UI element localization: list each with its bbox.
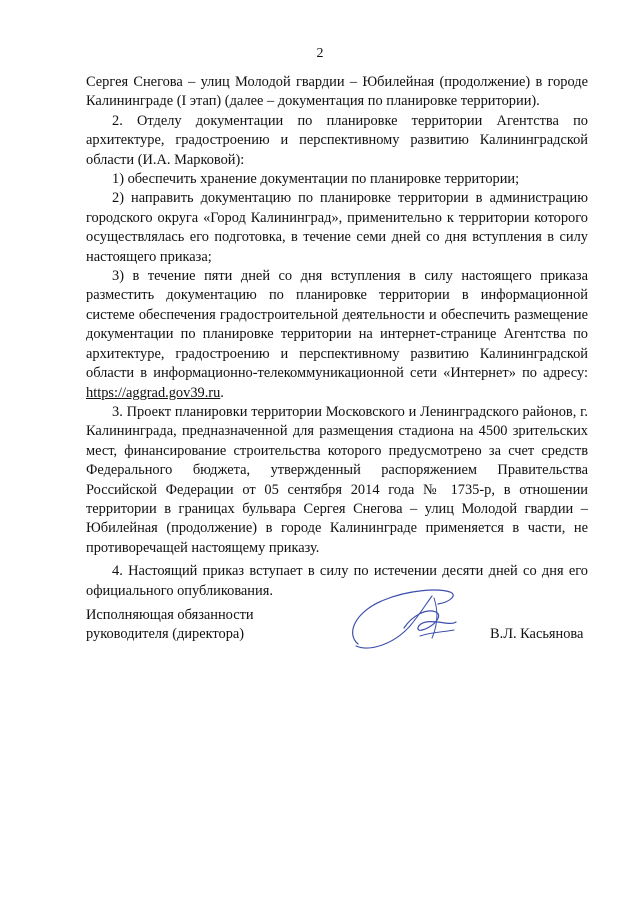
subitem-2-3 <box>86 267 588 403</box>
handwritten-signature <box>346 586 476 656</box>
paragraph-continuation: Сергея Снегова – улиц Молодой гвардии – Юбилейная (продолжение) в городе Калининграде (I этап) (далее – документация по планировке территории). <box>86 74 588 110</box>
signatory-position <box>86 606 254 645</box>
agency-website-link[interactable]: https://aggrad.gov39.ru <box>86 384 221 401</box>
signatory-position-line-2: руководителя (директора) <box>86 626 245 643</box>
paragraph-item-3: 3. Проект планировки территории Московского и Ленинградского районов, г. Калининграда, предназначенной для размещения стадиона на 4500 зрительских мест, финансирование строительства которого предусмотрено за счет средств Федерального бюджета, утвержденный распоряжением Правительства Российской Федерации от 05 сентября 2014 года № 1735-р, в отношении территории в границах бульвара Сергея Снегова – улиц Молодой гвардии – Юбилейная (продолжение) в городе Калининграде применяется в части, не противоречащей настоящему приказу. <box>86 403 588 556</box>
paragraph-item-2: 2. Отделу документации по планировке территории Агентства по архитектуре, градостроению и перспективному развитию Калининградской области (И.А. Марковой): <box>86 112 588 168</box>
paragraph-item-4: 4. Настоящий приказ вступает в силу по истечении десяти дней со дня его официального опубликования. <box>86 563 588 599</box>
subitem-2-3-end: . <box>220 384 224 401</box>
document-body <box>86 73 588 601</box>
signatory-position-line-1: Исполняющая обязанности <box>86 607 254 623</box>
subitem-2-3-text: 3) в течение пяти дней со дня вступления в силу настоящего приказа разместить документацию по планировке территории в информационной системе обеспечения градостроительной деятельности и обеспечить размещение документации по планировке территории на интернет-странице Агентства по архитектуре, градостроению и перспективному развитию Калининградской области в информационно-телекоммуникационной сети «Интернет» по адресу: <box>86 268 588 382</box>
subitem-2-1: 1) обеспечить хранение документации по планировке территории; <box>112 171 520 188</box>
signatory-name: В.Л. Касьянова <box>490 626 584 642</box>
page-number: 2 <box>316 46 324 61</box>
subitem-2-2: 2) направить документацию по планировке территории в администрацию городского округа «Город Калининград», применительно к территории которого осуществлялась его подготовка, в течение семи дней со дня вступления в силу настоящего приказа; <box>86 190 588 265</box>
